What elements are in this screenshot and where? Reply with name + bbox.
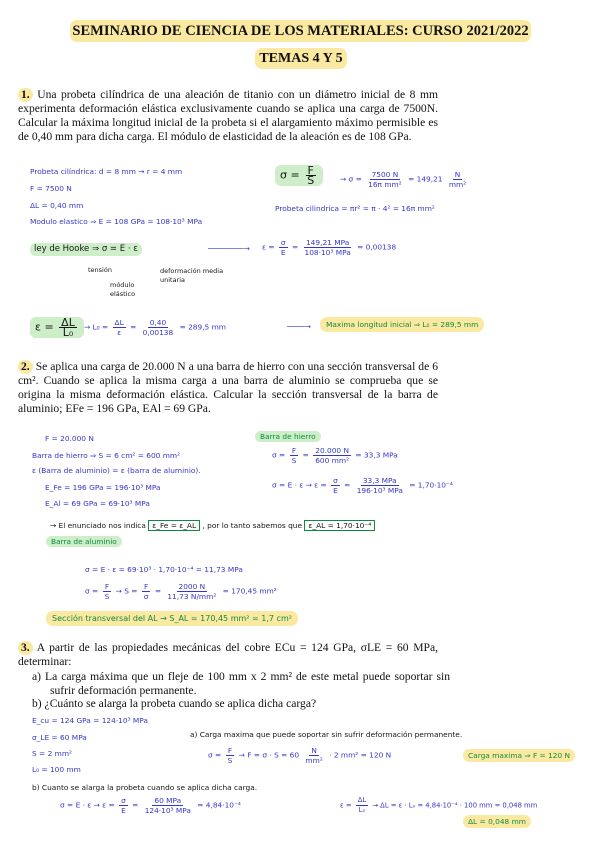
result-q3b: ΔL = 0,048 mm (463, 815, 531, 828)
note-line: Barra de hierro ⇒ S = 6 cm² = 600 mm² (32, 451, 181, 460)
strain-calc: ε = $\frac{\sigma}{E}$ = $\frac{\text{149,21 MPa}}{\text{108·10³ MPa}}$ = 0,00138 (262, 238, 397, 257)
note-line: F = 7500 N (30, 184, 72, 193)
page-subtitle: TEMAS 4 Y 5 (255, 48, 347, 69)
note-line: E_cu = 124 GPa = 124·10³ MPa (32, 716, 148, 725)
note-line: Modulo elastico ⇒ E = 108 GPa = 108·10³ MPa (30, 217, 203, 226)
question-1 (18, 88, 438, 144)
label-tension: tensión (88, 266, 112, 274)
question-3 (18, 641, 438, 669)
note-line: E_Fe = 196 GPa = 196·10³ MPa (45, 483, 161, 492)
statement-note: → El enunciado nos indica ε_Fe = ε_AL , por lo tanto sabemos que ε_AL = 1,70·10⁻⁴ (50, 520, 375, 531)
question-number: 2. (18, 360, 33, 374)
note-line: ε (Barra de aluminio) = ε (barra de aluminio). (32, 466, 201, 475)
area-calc: σ = $\frac{F}{S}$ → S = $\frac{F}{\sigma}$ = $\frac{2000 N}{\text{11,73 N/mm²}}$ = 170,45 mm² (85, 582, 277, 601)
note-line: S = 2 mm² (32, 749, 72, 758)
strain-calc: σ = E · ε → ε = $\frac{\sigma}{E}$ = $\frac{\text{33,3 MPa}}{\text{196·10³ MPa}}$ = 1,70·10⁻⁴ (272, 476, 453, 495)
question-number: 3. (18, 641, 33, 655)
note-line: Probeta cilíndrica: d = 8 mm → r = 4 mm (30, 167, 183, 176)
part-b-title: b) Cuanto se alarga la probeta cuando se aplica dicha carga. (32, 783, 258, 792)
label-deformacion: deformación media unitaria (160, 267, 224, 284)
label-hierro: Barra de hierro (255, 431, 321, 442)
stress-calc: → σ = $\frac{7500 N}{\text{16π mm²}}$ = 149,21 $\frac{N}{\text{mm²}}$ (340, 170, 467, 189)
stress-formula: σ = $\frac{F}{S}$ (275, 165, 323, 186)
elongation-calc: ε = $\frac{\Delta L}{\text{L₀}}$ → ΔL = ε · L₀ = 4,84·10⁻⁴ · 100 mm = 0,048 mm (340, 796, 538, 814)
stress-calc: σ = $\frac{F}{S}$ = $\frac{20.000 N}{\text{600 mm²}}$ = 33,3 MPa (272, 446, 398, 465)
page-title: SEMINARIO DE CIENCIA DE LOS MATERIALES: CURSO 2021/2022 (70, 20, 531, 42)
question-item-b: b) ¿Cuánto se alarga la probeta cuando se aplica dicha carga? (32, 697, 317, 710)
result-q1: Maxima longitud inicial ⇒ L₀ = 289,5 mm (320, 317, 484, 332)
load-calc: σ = $\frac{F}{S}$ → F = σ · S = 60 $\frac{N}{\text{mm²}}$ · 2 mm² = 120 N (208, 746, 392, 765)
result-q2: Sección transversal del AL → S_AL = 170,45 mm² = 1,7 cm² (46, 611, 298, 626)
note-line: ΔL = 0,40 mm (30, 201, 84, 210)
length-calc: → L₀ = $\frac{\Delta L}{\varepsilon}$ = $\frac{0,40}{0,00138}$ = 289,5 mm (84, 318, 227, 337)
part-a-title: a) Carga maxima que puede soportar sin sufrir deformación permanente. (190, 730, 463, 739)
note-line: L₀ = 100 mm (32, 765, 81, 774)
result-q3a: Carga maxima ⇒ F = 120 N (463, 749, 575, 762)
question-2 (18, 360, 438, 416)
question-item-a: a) La carga máxima que un fleje de 100 mm x 2 mm² de este metal puede soportar sin sufrir deformación permanente. (32, 670, 450, 697)
area-calc: Probeta cilindrica = πr² = π · 4² = 16π mm² (275, 204, 435, 213)
question-text: Se aplica una carga de 20.000 N a una barra de hierro con una sección transversal de 6 cm². Cuando se aplica la misma carga a una barra de aluminio se comprueba que se origina la misma deformación elástica. Calcular la sección transversal de la barra de aluminio; EFe = 196 GPa, EAl = 69 GPa. (18, 360, 438, 415)
strain-def: ε = $\frac{\Delta L}{\text{L₀}}$ (30, 317, 84, 338)
question-number: 1. (18, 88, 33, 102)
label-modulo: módulo elástico (110, 281, 136, 298)
note-line: F = 20.000 N (45, 434, 94, 443)
label-aluminio: Barra de aluminio (46, 536, 122, 547)
question-text: Una probeta cilíndrica de una aleación de titanio con un diámetro inicial de 8 mm experimenta deformación elástica exclusivamente cuando se aplica una carga de 7500N. Calcular la máxima longitud inicial de la probeta si el alargamiento máximo permisible es de 0,40 mm para dicha carga. El módulo de elasticidad de la aleación es de 108 GPa. (18, 88, 439, 143)
stress-calc: σ = E · ε = 69·10³ · 1,70·10⁻⁴ = 11,73 MPa (85, 565, 243, 574)
arrow: ────→ (287, 322, 311, 331)
question-text: A partir de las propiedades mecánicas del cobre ECu = 124 GPa, σLE = 60 MPa, determinar: (18, 641, 439, 668)
arrow: ────────→ (208, 244, 250, 253)
strain-calc: σ = E · ε → ε = $\frac{\sigma}{E}$ = $\frac{\text{60 MPa}}{\text{124·10³ MPa}}$ = 4,84·10⁻⁴ (60, 796, 241, 815)
hooke-law: ley de Hooke ⇒ σ = E · ε (30, 243, 142, 256)
note-line: E_Al = 69 GPa = 69·10³ MPa (45, 499, 150, 508)
note-line: σ_LE = 60 MPa (32, 733, 87, 742)
